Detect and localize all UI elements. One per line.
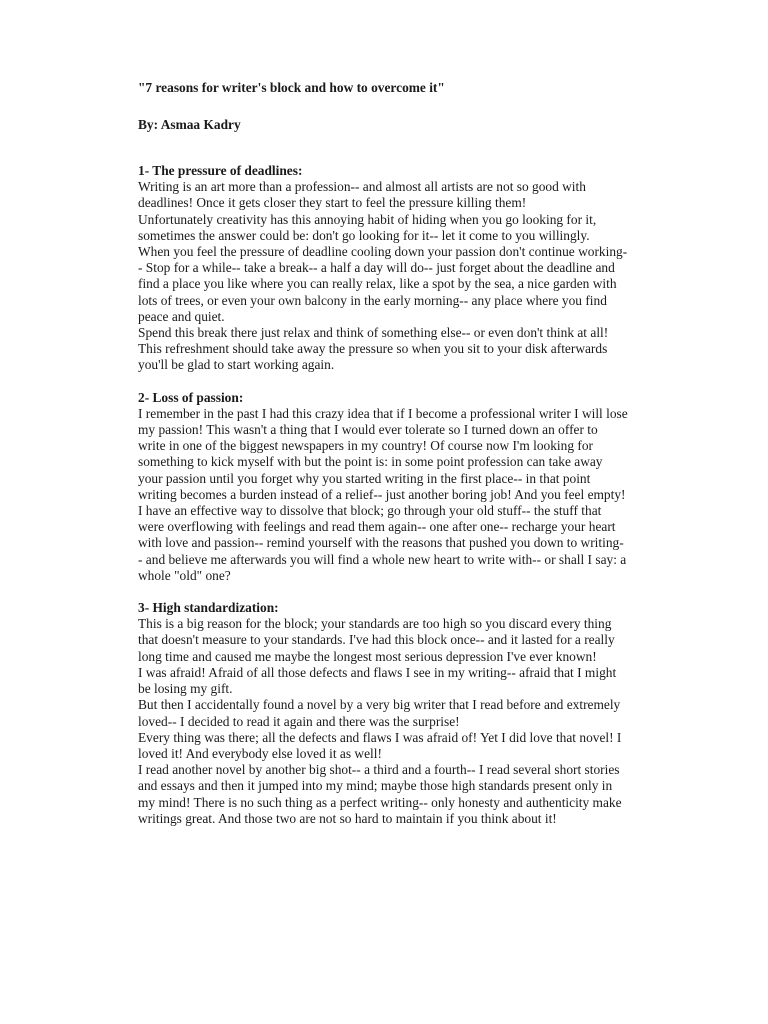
paragraph: Writing is an art more than a profession-- and almost all artists are not so good with deadlines! Once it gets closer they start to feel the pressure killing them! — [138, 179, 586, 211]
section-loss-of-passion — [138, 390, 628, 584]
section-high-standardization — [138, 600, 628, 827]
paragraph: But then I accidentally found a novel by a very big writer that I read before and extremely loved-- I decided to read it again and there was the surprise! — [138, 697, 621, 729]
section-deadlines — [138, 163, 628, 374]
paragraph: I have an effective way to dissolve that block; go through your old stuff-- the stuff that were overflowing with feelings and read them again-- one after one-- recharge your heart with love and passion-- remind yourself with the reasons that pushed you down to writing-- and believe me afterwards you will find a whole new heart to write with-- or shall I say: a whole "old" one? — [138, 503, 627, 583]
paragraph: I remember in the past I had this crazy idea that if I become a professional writer I will lose my passion! This wasn't a thing that I would ever tolerate so I turned down an offer to write in one of the biggest newspapers in my country! Of course now I'm looking for something to kick myself with but the point is: in some point profession can take away your passion until you forget why you started writing in the first place-- in that point writing becomes a burden instead of a relief-- just another boring job! And you feel empty! — [138, 405, 628, 502]
document-title: "7 reasons for writer's block and how to overcome it" — [138, 80, 445, 95]
paragraph: When you feel the pressure of deadline cooling down your passion don't continue working-- Stop for a while-- take a break-- a half a day will do-- just forget about the deadline and find a place you like where you can really relax, like a spot by the sea, a nice garden with lots of trees, or even your own balcony in the early morning-- any place where you find peace and quiet. — [138, 244, 628, 324]
paragraph: This is a big reason for the block; your standards are too high so you discard every thing that doesn't measure to your standards. I've had this block once-- and it lasted for a really long time and caused me maybe the longest most serious depression I've ever known! — [138, 616, 615, 664]
section-heading: 2- Loss of passion: — [138, 389, 244, 405]
paragraph: Every thing was there; all the defects and flaws I was afraid of! Yet I did love that novel! I loved it! And everybody else loved it as well! — [138, 729, 622, 761]
paragraph: Unfortunately creativity has this annoying habit of hiding when you go looking for it, sometimes the answer could be: don't go looking for it-- let it come to you willingly. — [138, 211, 597, 243]
section-heading: 1- The pressure of deadlines: — [138, 163, 303, 178]
paragraph: I read another novel by another big shot-- a third and a fourth-- I read several short stories and essays and then it jumped into my mind; maybe those high standards present only in my mind! There is no such thing as a perfect writing-- only honesty and authenticity make writings great. And those two are not so hard to maintain if you think about it! — [138, 762, 622, 826]
section-heading: 3- High standardization: — [138, 600, 279, 616]
document-page — [138, 80, 628, 827]
paragraph: Spend this break there just relax and think of something else-- or even don't think at all! This refreshment should take away the pressure so when you sit to your disk afterwards you'll be glad to start working again. — [138, 325, 609, 373]
paragraph: I was afraid! Afraid of all those defects and flaws I see in my writing-- afraid that I might be losing my gift. — [138, 664, 617, 697]
author-byline: By: Asmaa Kadry — [138, 117, 241, 132]
